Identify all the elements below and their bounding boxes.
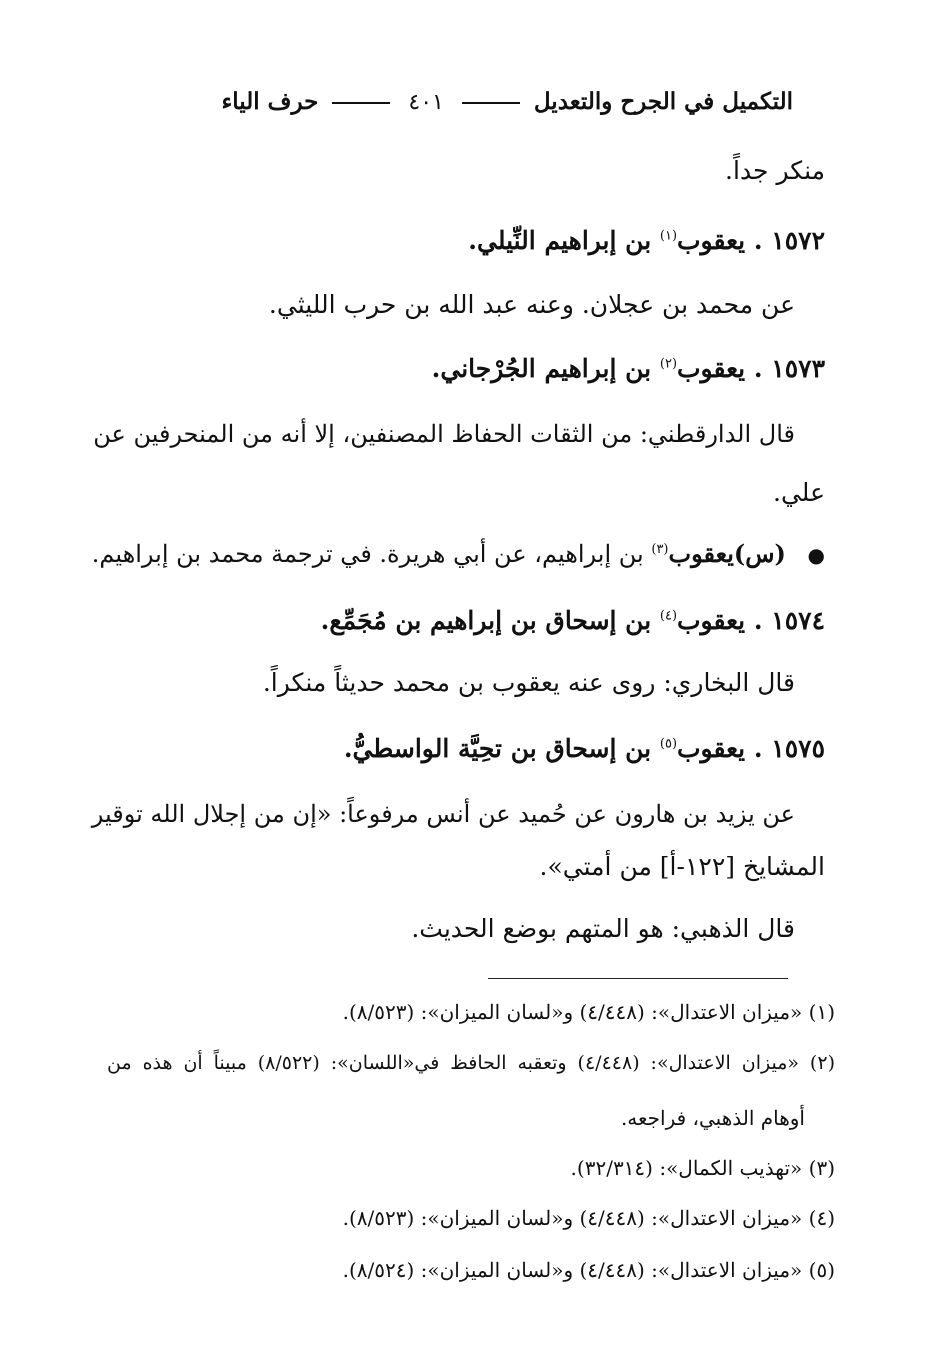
- entry-name: يعقوب: [677, 606, 746, 635]
- entry-name: يعقوب: [677, 226, 746, 255]
- text-line: قال الذهبي: هو المتهم بوضع الحديث.: [411, 914, 795, 943]
- entry-name-rest: بن إسحاق بن تحِيَّة الواسطيُّ.: [343, 734, 652, 763]
- text-line: عن يزيد بن هارون عن حُميد عن أنس مرفوعاً: «إن من إجلال الله توقير: [91, 800, 795, 828]
- text-line: علي.: [773, 478, 825, 507]
- text-line: عن محمد بن عجلان. وعنه عبد الله بن حرب الليثي.: [268, 290, 795, 319]
- symbol-code: (س): [733, 539, 786, 568]
- footnote-divider: [488, 978, 788, 979]
- header-divider: [462, 102, 520, 104]
- footnote-ref: (٣): [651, 542, 669, 557]
- footnote-5: (٥) «ميزان الاعتدال»: (٤/٤٤٨) و«لسان الميزان»: (٨/٥٢٤).: [342, 1258, 835, 1282]
- page-number: ٤٠١: [408, 90, 444, 115]
- footnote-2-continued: أوهام الذهبي، فراجعه.: [620, 1106, 805, 1130]
- chapter-title: حرف الياء: [221, 88, 319, 115]
- header-divider: [332, 102, 390, 104]
- text-line: منكر جداً.: [725, 156, 825, 185]
- cross-reference-line: [92, 540, 825, 569]
- footnote-ref: (١): [659, 228, 678, 244]
- entry-heading-1573: [432, 354, 825, 384]
- text-line: قال البخاري: روى عنه يعقوب بن محمد حديثاً منكراً.: [262, 668, 795, 697]
- entry-number: ١٥٧٤ .: [753, 606, 825, 635]
- book-title: التكميل في الجرح والتعديل: [533, 88, 793, 115]
- entry-name-rest: بن إبراهيم النِّيلي.: [468, 226, 652, 255]
- entry-name: يعقوب: [677, 354, 746, 383]
- footnote-2: (٢) «ميزان الاعتدال»: (٤/٤٤٨) وتعقبه الحافظ في«اللسان»: (٨/٥٢٢) مبيناً أن هذه من: [107, 1052, 835, 1074]
- text-line: قال الدارقطني: من الثقات الحفاظ المصنفين، إلا أنه من المنحرفين عن: [93, 420, 795, 448]
- entry-name-rest: بن إبراهيم الجُرْجاني.: [431, 354, 652, 383]
- cross-reference-text: بن إبراهيم، عن أبي هريرة. في ترجمة محمد بن إبراهيم.: [91, 540, 644, 568]
- footnote-ref: (٤): [659, 608, 678, 624]
- text-line: المشايخ [١٢٢-أ] من أمتي».: [539, 852, 825, 881]
- entry-heading-1574: [321, 606, 825, 636]
- bullet-icon: ●: [807, 543, 825, 567]
- footnote-ref: (٢): [659, 356, 678, 372]
- entry-name: يعقوب: [677, 734, 746, 763]
- footnote-1: (١) «ميزان الاعتدال»: (٤/٤٤٨) و«لسان الميزان»: (٨/٥٢٣).: [342, 1000, 835, 1024]
- entry-number: ١٥٧٣ .: [753, 354, 825, 383]
- footnote-4: (٤) «ميزان الاعتدال»: (٤/٤٤٨) و«لسان الميزان»: (٨/٥٢٣).: [342, 1206, 835, 1230]
- entry-name: يعقوب: [668, 539, 734, 568]
- entry-heading-1572: [468, 226, 825, 256]
- running-header: [221, 88, 793, 116]
- entry-heading-1575: [344, 734, 825, 764]
- entry-name-rest: بن إسحاق بن إبراهيم بن مُجَمِّع.: [320, 606, 652, 635]
- footnote-3: (٣) «تهذيب الكمال»: (٣٢/٣١٤).: [570, 1156, 835, 1180]
- entry-number: ١٥٧٥ .: [753, 734, 825, 763]
- entry-number: ١٥٧٢ .: [753, 226, 825, 255]
- footnote-ref: (٥): [659, 736, 678, 752]
